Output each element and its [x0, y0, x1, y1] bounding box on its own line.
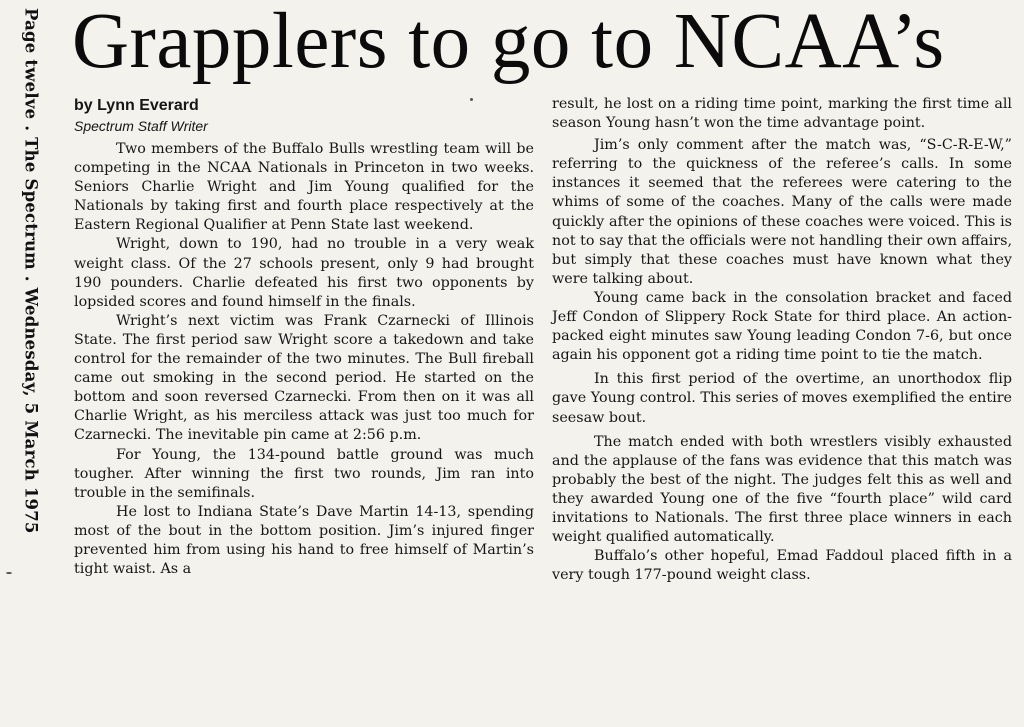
byline-role: Spectrum Staff Writer [74, 118, 208, 134]
paragraph: Buffalo’s other hopeful, Emad Faddoul placed fifth in a very tough 177-pound weight class. [552, 548, 1012, 584]
article-column-left [74, 96, 534, 579]
paragraph: In this first period of the overtime, an unorthodox flip gave Young control. This series of moves exemplified the entire seesaw bout. [552, 371, 1012, 426]
page-folio: Page twelve . The Spectrum . Wednesday, 5 March 1975 [21, 8, 41, 534]
headline: Grapplers to go to NCAA’s [72, 0, 945, 85]
paragraph: result, he lost on a riding time point, marking the first time all season Young hasn’t won the time advantage point. [552, 96, 1012, 132]
article-column-right [552, 95, 1012, 585]
paragraph: Wright’s next victim was Frank Czarnecki of Illinois State. The first period saw Wright score a takedown and take control for the remainder of the two minutes. The Bull fireball came out smoking in the second period. He started on the bottom and soon reversed Czarnecki. From then on it was all Charlie Wright, as his merciless attack was just too much for Czarnecki. The inevitable pin came at 2:56 p.m. [74, 312, 534, 444]
paragraph: Wright, down to 190, had no trouble in a very weak weight class. Of the 27 schools present, only 9 had brought 190 pounders. Charlie defeated his first two opponents by lopsided scores and found himself in the finals. [74, 236, 534, 310]
paragraph: Young came back in the consolation bracket and faced Jeff Condon of Slippery Rock State for third place. An action-packed eight minutes saw Young leading Condon 7-6, but once again his opponent got a riding time point to tie the match. [552, 289, 1012, 364]
print-speck [6, 572, 12, 574]
page-sidebar [0, 0, 62, 600]
paragraph: He lost to Indiana State’s Dave Martin 14-13, spending most of the bout in the bottom position. Jim’s injured finger prevented him from using his hand to free himself of Martin’s tight waist. As a [74, 503, 534, 578]
print-speck [470, 98, 473, 101]
byline: by Lynn Everard [74, 97, 199, 114]
paragraph: The match ended with both wrestlers visibly exhausted and the applause of the fans was evidence that this match was probably the best of the night. The judges felt this as well and they awarded Young one of the five “fourth place” wild card invitations to Nationals. The first three place winners in each weight qualified automatically. [552, 433, 1012, 546]
paragraph: Jim’s only comment after the match was, “S-C-R-E-W,” referring to the quickness of the referee’s calls. In some instances it seemed that the referees were catering to the whims of some of the coaches. Many of the calls were made quickly after the opinions of these coaches were voiced. This is not to say that the officials were not handling their own affairs, but simply that these coaches must have known what they were talking about. [552, 137, 1012, 287]
paragraph: For Young, the 134-pound battle ground was much tougher. After winning the first two rounds, Jim ran into trouble in the semifinals. [74, 446, 534, 501]
paragraph: Two members of the Buffalo Bulls wrestling team will be competing in the NCAA Nationals in Princeton in two weeks. Seniors Charlie Wright and Jim Young qualified for the Nationals by taking first and fourth place respectively at the Eastern Regional Qualifier at Penn State last weekend. [74, 141, 534, 234]
